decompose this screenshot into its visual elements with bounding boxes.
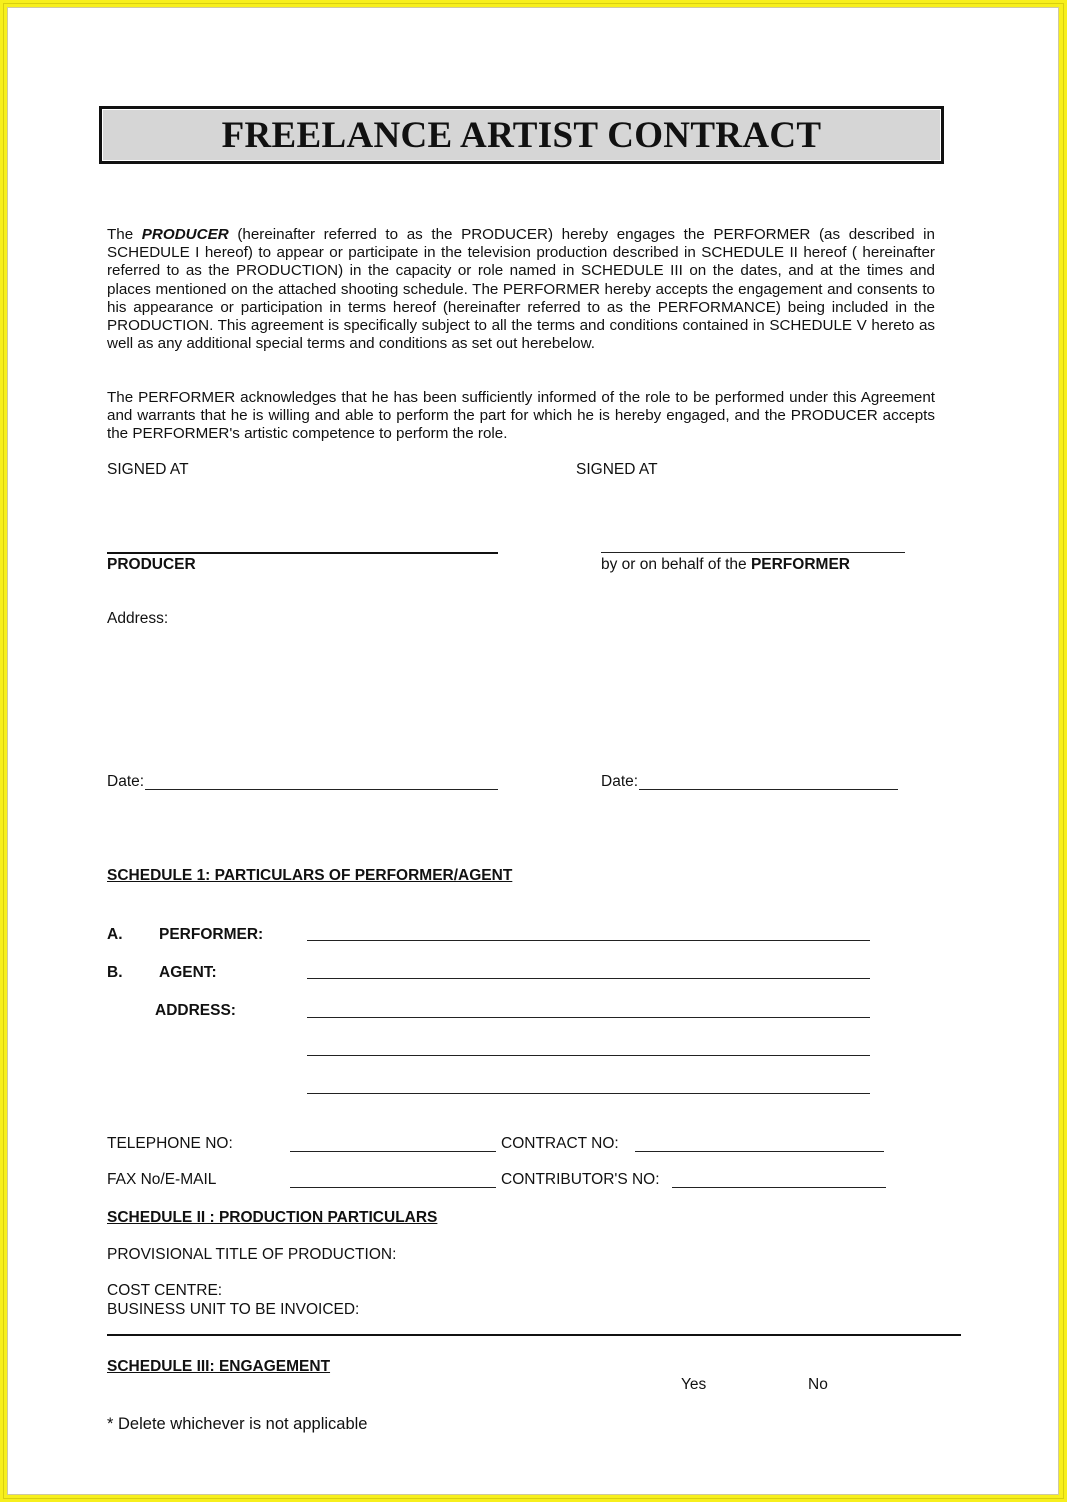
contributor-no-line[interactable] [672, 1187, 886, 1188]
intro-paragraph [107, 226, 935, 353]
telephone-label: TELEPHONE NO: [107, 1135, 233, 1152]
performer-letter: A. [107, 926, 123, 943]
date-right-label: Date: [601, 773, 639, 790]
intro-rest: (hereinafter referred to as the PRODUCER) hereby engages the PERFORMER (as described in SCHEDULE I hereof) to appear or participate in the television production described in SCHEDULE II hereof ( hereinafter referred to as the PRODUCTION) in the capacity or role named in SCHEDULE III on the dates, and at the times and places mentioned on the attached shooting schedule. The PERFORMER hereby accepts the engagement and consents to his appearance or participation in terms hereof (hereinafter referred to as the PERFORMANCE) being included in the PRODUCTION. This agreement is specifically subject to all the terms and conditions contained in SCHEDULE V hereto as well as any additional special terms and conditions as set out herebelow. [107, 226, 936, 353]
provisional-title-label: PROVISIONAL TITLE OF PRODUCTION: [107, 1246, 397, 1263]
agent-field-label: AGENT: [159, 964, 217, 981]
performer-label [601, 556, 850, 574]
fax-email-line[interactable] [290, 1187, 496, 1188]
cost-centre-label: COST CENTRE: [107, 1282, 223, 1299]
yes-option[interactable]: Yes [681, 1376, 707, 1393]
performer-signature-line[interactable] [601, 552, 905, 553]
delete-note: * Delete whichever is not applicable [107, 1415, 368, 1433]
contract-title-box [99, 106, 944, 164]
date-left-line[interactable] [145, 789, 498, 790]
contributor-no-label: CONTRIBUTOR'S NO: [501, 1171, 660, 1188]
performer-field-line[interactable] [307, 940, 870, 941]
intro-producer-bold: PRODUCER [141, 226, 229, 243]
telephone-line[interactable] [290, 1151, 496, 1152]
acknowledgement-paragraph: The PERFORMER acknowledges that he has been sufficiently informed of the role to be performed under this Agreement and warrants that he is willing and able to perform the part for which he is hereby engaged, and the PRODUCER accepts the PERFORMER's artistic competence to perform the role. [107, 389, 935, 443]
signed-at-right: SIGNED AT [576, 461, 658, 478]
producer-label: PRODUCER [107, 556, 196, 573]
schedule1-heading: SCHEDULE 1: PARTICULARS OF PERFORMER/AGENT [107, 867, 513, 884]
producer-signature-line[interactable] [107, 552, 498, 554]
agent-letter: B. [107, 964, 123, 981]
fax-email-label: FAX No/E-MAIL [107, 1171, 217, 1188]
agent-field-line[interactable] [307, 978, 870, 979]
performer-label-bold: PERFORMER [750, 556, 850, 573]
performer-field-label: PERFORMER: [159, 926, 264, 943]
section-divider [107, 1334, 961, 1336]
intro-lead: The [107, 226, 142, 243]
address-label: Address: [107, 610, 169, 627]
date-right-line[interactable] [639, 789, 898, 790]
contract-no-line[interactable] [635, 1151, 884, 1152]
no-option[interactable]: No [808, 1376, 828, 1393]
date-left-label: Date: [107, 773, 145, 790]
contract-title: FREELANCE ARTIST CONTRACT [221, 114, 822, 156]
business-unit-label: BUSINESS UNIT TO BE INVOICED: [107, 1301, 360, 1318]
schedule3-heading: SCHEDULE III: ENGAGEMENT [107, 1358, 331, 1375]
contract-no-label: CONTRACT NO: [501, 1135, 619, 1152]
address-line-2[interactable] [307, 1055, 870, 1056]
address-line-3[interactable] [307, 1093, 870, 1094]
performer-label-prefix: by or on behalf of the [601, 556, 751, 573]
signed-at-left: SIGNED AT [107, 461, 189, 478]
schedule1-address-label: ADDRESS: [155, 1002, 236, 1019]
address-line-1[interactable] [307, 1017, 870, 1018]
schedule2-heading: SCHEDULE II : PRODUCTION PARTICULARS [107, 1209, 438, 1226]
